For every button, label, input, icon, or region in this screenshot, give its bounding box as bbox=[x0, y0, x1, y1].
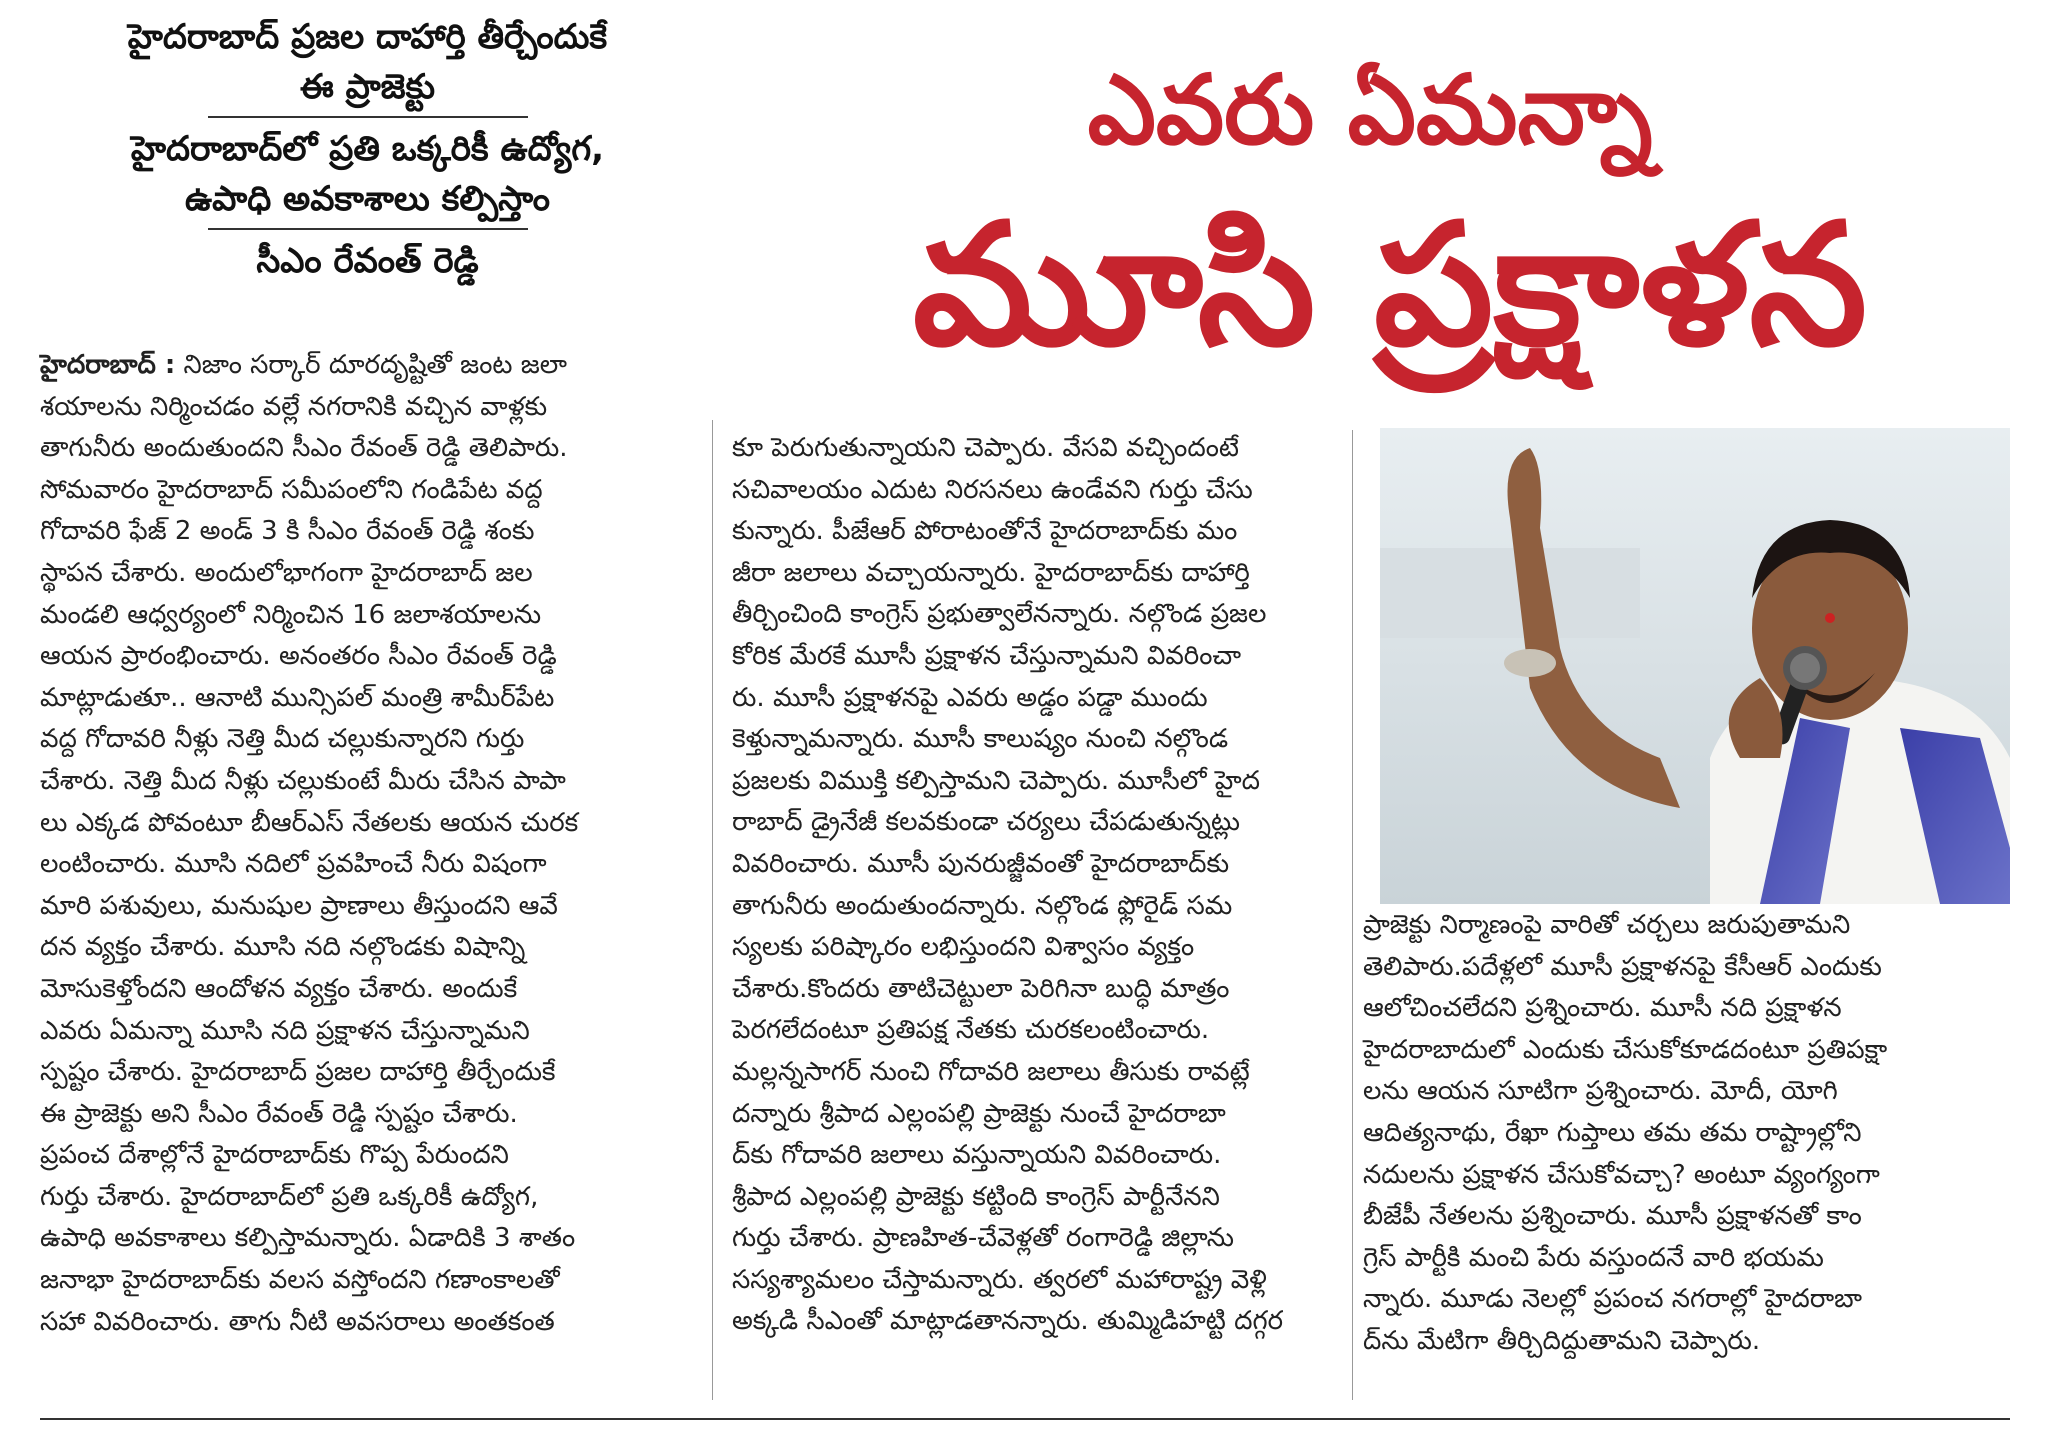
article-column-3 bbox=[1363, 905, 2013, 1363]
article-line: గుర్తు చేశారు. హైదరాబాద్‌లో ప్రతి ఒక్కరికీ ఉద్యోగ, bbox=[40, 1181, 539, 1212]
article-line: అక్కడి సీఎంతో మాట్లాడతానన్నారు. తుమ్మిడిహట్టి దగ్గర bbox=[732, 1306, 1284, 1337]
article-line: నిజాం సర్కార్ దూరదృష్టితో జంట జలా bbox=[183, 350, 567, 380]
article-line: సోమవారం హైదరాబాద్ సమీపంలోని గండిపేట వద్ద bbox=[40, 474, 543, 505]
article-line: మాట్లాడుతూ.. ఆనాటి మున్సిపల్ మంత్రి శామీర్‌పేట bbox=[40, 682, 555, 713]
article-line: మోసుకెళ్తోందని ఆందోళన వ్యక్తం చేశారు. అందుకే bbox=[40, 973, 518, 1004]
article-line: లంటించారు. మూసి నదిలో ప్రవహించే నీరు విషంగా bbox=[40, 849, 547, 880]
article-line: బీజేపీ నేతలను ప్రశ్నించారు. మూసీ ప్రక్షాళనతో కాం bbox=[1363, 1201, 1862, 1232]
article-line: ద్‌ను మేటిగా తీర్చిదిద్దుతామని చెప్పారు. bbox=[1363, 1325, 1761, 1356]
article-line: శయాలను నిర్మించడం వల్లే నగరానికి వచ్చిన వాళ్లకు bbox=[40, 391, 548, 422]
article-line: సచివాలయం ఎదుట నిరసనలు ఉండేవని గుర్తు చేసు bbox=[732, 474, 1253, 505]
article-line: తెలిపారు.పదేళ్లలో మూసీ ప్రక్షాళనపై కేసీఆర్ ఎందుకు bbox=[1363, 951, 1882, 982]
article-line: స్యలకు పరిష్కారం లభిస్తుందని విశ్వాసం వ్యక్తం bbox=[732, 932, 1195, 963]
article-line: ప్రజలకు విముక్తి కల్పిస్తామని చెప్పారు. మూసీలో హైద bbox=[732, 765, 1260, 796]
article-line: జనాభా హైదరాబాద్‌కు వలస వస్తోందని గణాంకాలతో bbox=[40, 1265, 560, 1296]
article-line: పెరగలేదంటూ ప్రతిపక్ష నేతకు చురకలంటించారు. bbox=[732, 1015, 1210, 1046]
highlights-box bbox=[40, 12, 695, 286]
highlight-divider bbox=[208, 228, 528, 230]
article-line: కోరిక మేరకే మూసీ ప్రక్షాళన చేస్తున్నామని వివరించా bbox=[732, 640, 1242, 671]
dateline: హైదరాబాద్ : bbox=[40, 350, 176, 380]
bottom-divider bbox=[40, 1418, 2010, 1420]
article-line: స్పష్టం చేశారు. హైదరాబాద్ ప్రజల దాహార్తి తీర్చేందుకే bbox=[40, 1057, 556, 1088]
article-line: హైదరాబాదులో ఎందుకు చేసుకోకూడదంటూ ప్రతిపక్షా bbox=[1363, 1034, 1888, 1065]
article-line: సహా వివరించారు. తాగు నీటి అవసరాలు అంతకంత bbox=[40, 1306, 555, 1337]
article-first-line bbox=[40, 345, 690, 387]
article-line: ద్‌కు గోదావరి జలాలు వస్తున్నాయని వివరించారు. bbox=[732, 1140, 1222, 1171]
photo-illustration bbox=[1380, 428, 2010, 904]
article-line: జీరా జలాలు వచ్చాయన్నారు. హైదరాబాద్‌కు దాహార్తి bbox=[732, 557, 1250, 588]
article-line: తాగునీరు అందుతుందన్నారు. నల్గొండ ఫ్లోరైడ్ సమ bbox=[732, 890, 1233, 921]
article-column-1 bbox=[40, 345, 690, 1343]
article-line: లను ఆయన సూటిగా ప్రశ్నించారు. మోదీ, యోగి bbox=[1363, 1076, 1838, 1107]
article-line: రాబాద్ డ్రైనేజీ కలవకుండా చర్యలు చేపడుతున్నట్లు bbox=[732, 807, 1241, 838]
article-line: లు ఎక్కడ పోవంటూ బీఆర్ఎస్ నేతలకు ఆయన చురక bbox=[40, 807, 579, 838]
article-line: తీర్చించింది కాంగ్రెస్ ప్రభుత్వాలేనన్నారు. నల్గొండ ప్రజల bbox=[732, 599, 1267, 630]
article-line: స్థాపన చేశారు. అందులోభాగంగా హైదరాబాద్ జల bbox=[40, 557, 533, 588]
highlight-attribution: సీఎం రేవంత్ రెడ్డి bbox=[256, 241, 479, 281]
article-line: శ్రీపాద ఎల్లంపల్లి ప్రాజెక్టు కట్టింది కాంగ్రెస్ పార్టీనేనని bbox=[732, 1181, 1220, 1212]
article-line: కెళ్తున్నామన్నారు. మూసీ కాలుష్యం నుంచి నల్గొండ bbox=[732, 724, 1229, 755]
article-line: చేశారు. నెత్తి మీద నీళ్లు చల్లుకుంటే మీరు చేసిన పాపా bbox=[40, 765, 566, 796]
article-line: గోదావరి ఫేజ్ 2 అండ్ 3 కి సీఎం రేవంత్ రెడ్డి శంకు bbox=[40, 516, 535, 547]
article-line: ప్రాజెక్టు నిర్మాణంపై వారితో చర్చలు జరుపుతామని bbox=[1363, 910, 1851, 940]
highlight-line: ఈ ప్రాజెక్టు bbox=[299, 67, 436, 107]
article-line: ఈ ప్రాజెక్టు అని సీఎం రేవంత్ రెడ్డి స్పష్టం చేశారు. bbox=[40, 1098, 518, 1129]
column-divider bbox=[712, 420, 713, 1400]
speaker-photo bbox=[1380, 428, 2010, 904]
article-line: ఆయన ప్రారంభించారు. అనంతరం సీఎం రేవంత్ రెడ్డి bbox=[40, 641, 557, 672]
article-line: ఎవరు ఏమన్నా మూసి నది ప్రక్షాళన చేస్తున్నామని bbox=[40, 1015, 530, 1046]
article-line: న్నారు. మూడు నెలల్లో ప్రపంచ నగరాల్లో హైదరాబా bbox=[1363, 1284, 1862, 1315]
article-line: సస్యశ్యామలం చేస్తామన్నారు. త్వరలో మహారాష్ట్ర వెళ్లి bbox=[732, 1264, 1267, 1295]
headline-kicker: ఎవరు ఏమన్నా bbox=[1087, 54, 1653, 166]
article-line: నదులను ప్రక్షాళన చేసుకోవచ్చా? అంటూ వ్యంగ్యంగా bbox=[1363, 1159, 1880, 1190]
highlight-line: ఉపాధి అవకాశాలు కల్పిస్తాం bbox=[185, 179, 550, 219]
article-line: మల్లన్నసాగర్ నుంచి గోదావరి జలాలు తీసుకు రావట్లే bbox=[732, 1056, 1250, 1087]
column-divider bbox=[1352, 430, 1353, 1400]
article-line: గ్రెస్ పార్టీకి మంచి పేరు వస్తుందనే వారి భయమ bbox=[1363, 1242, 1824, 1273]
article-line: రు. మూసీ ప్రక్షాళనపై ఎవరు అడ్డం పడ్డా ముందు bbox=[732, 682, 1208, 713]
article-line: వద్ద గోదావరి నీళ్లు నెత్తి మీద చల్లుకున్నారని గుర్తు bbox=[40, 724, 525, 755]
article-line: కూ పెరుగుతున్నాయని చెప్పారు. వేసవి వచ్చిందంటే bbox=[732, 433, 1239, 463]
article-column-2 bbox=[732, 428, 1352, 1343]
article-line: తాగునీరు అందుతుందని సీఎం రేవంత్ రెడ్డి తెలిపారు. bbox=[40, 433, 568, 464]
article-line: ప్రపంచ దేశాల్లోనే హైదరాబాద్‌కు గొప్ప పేరుందని bbox=[40, 1140, 509, 1171]
article-line: ఉపాధి అవకాశాలు కల్పిస్తామన్నారు. ఏడాదికి 3 శాతం bbox=[40, 1223, 576, 1254]
article-line: చేశారు.కొందరు తాటిచెట్టులా పెరిగినా బుద్ధి మాత్రం bbox=[732, 973, 1230, 1004]
article-line: గుర్తు చేశారు. ప్రాణహిత-చేవెళ్లతో రంగారెడ్డి జిల్లాను bbox=[732, 1223, 1235, 1254]
article-line: మారి పశువులు, మనుషుల ప్రాణాలు తీస్తుందని ఆవే bbox=[40, 890, 558, 921]
article-line: దన వ్యక్తం చేశారు. మూసి నది నల్గొండకు విషాన్ని bbox=[40, 932, 526, 963]
highlight-divider bbox=[208, 116, 528, 118]
highlight-line: హైదరాబాద్‌లో ప్రతి ఒక్కరికీ ఉద్యోగ, bbox=[130, 129, 605, 169]
article-line: ఆదిత్యనాథు, రేఖా గుప్తాలు తమ తమ రాష్ట్రాల్లోని bbox=[1363, 1117, 1862, 1148]
article-line: మండలి ఆధ్వర్యంలో నిర్మించిన 16 జలాశయాలను bbox=[40, 599, 542, 630]
highlight-line: హైదరాబాద్ ప్రజల దాహార్తి తీర్చేందుకే bbox=[127, 17, 608, 57]
article-line: ఆలోచించలేదని ప్రశ్నించారు. మూసీ నది ప్రక్షాళన bbox=[1363, 993, 1842, 1024]
article-line: వివరించారు. మూసీ పునరుజ్జీవంతో హైదరాబాద్‌కు bbox=[732, 848, 1230, 879]
article-line: కున్నారు. పీజేఆర్ పోరాటంతోనే హైదరాబాద్‌కు మం bbox=[732, 516, 1238, 547]
article-line: దన్నారు శ్రీపాద ఎల్లంపల్లి ప్రాజెక్టు నుంచే హైదరాబా bbox=[732, 1098, 1226, 1129]
headline-main: మూసి ప్రక్షాళన bbox=[912, 187, 1868, 383]
